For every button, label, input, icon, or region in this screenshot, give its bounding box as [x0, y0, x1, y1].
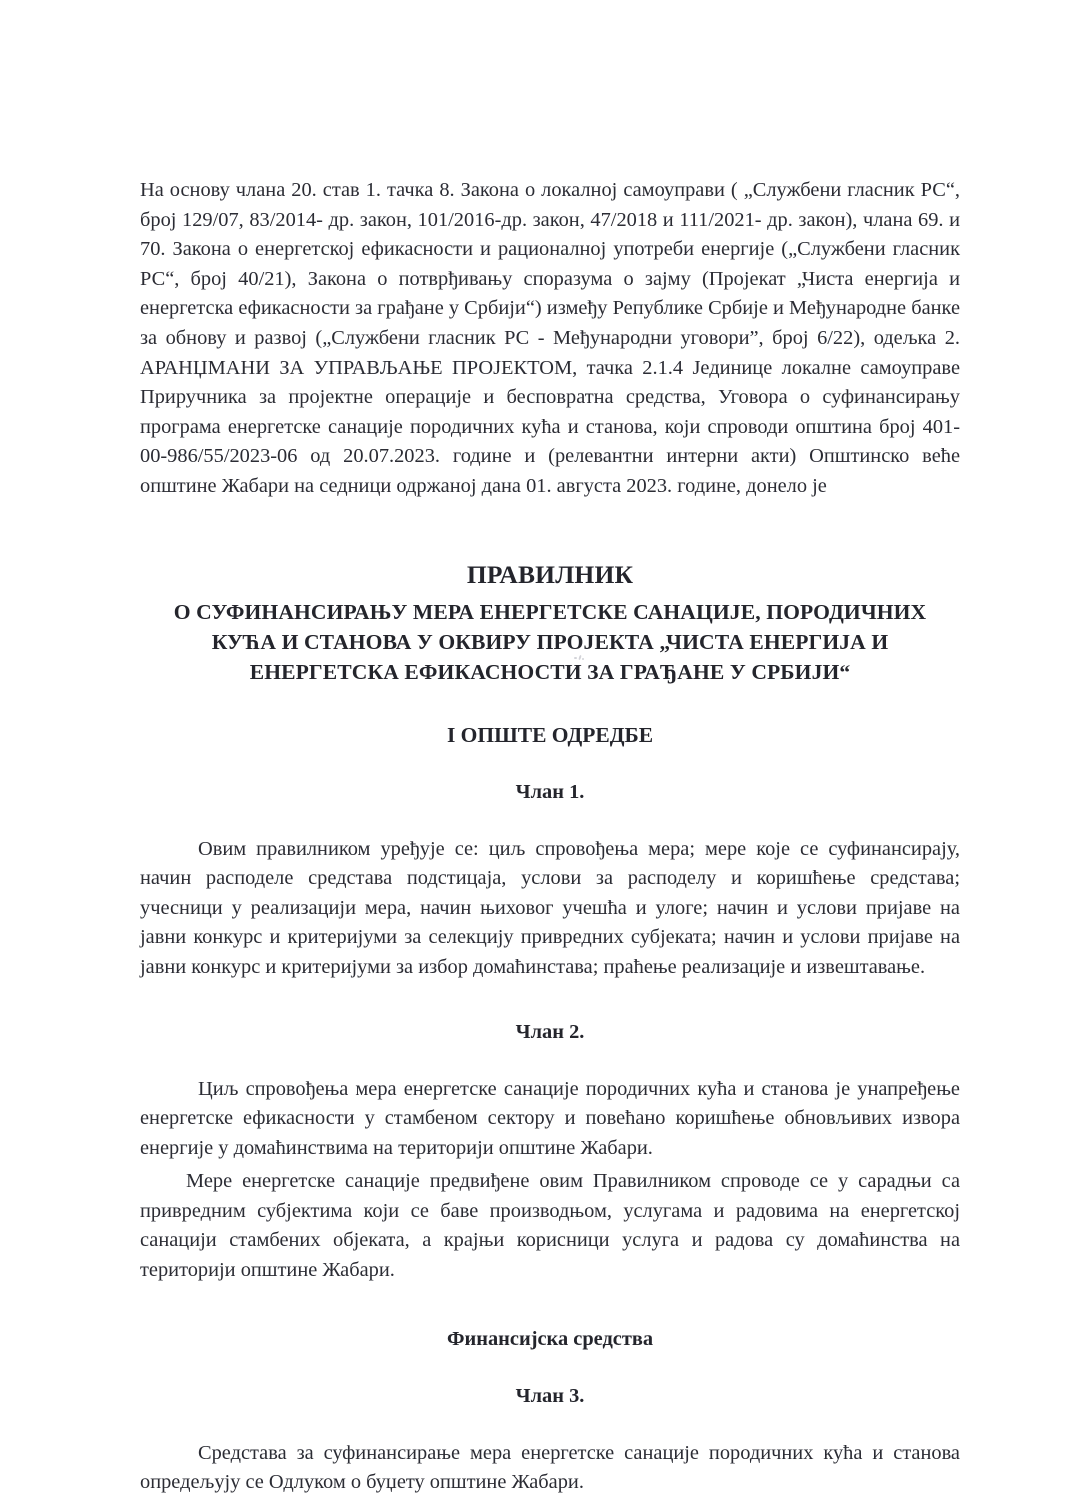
- preamble-paragraph: На основу члана 20. став 1. тачка 8. Закона о локалној самоуправи ( „Службени гласник РС“, број 129/07, 83/2014- др. закон, 101/2016-др. закон, 47/2018 и 111/2021- др. закон), члана 69. и 70. Закона о енергетској ефикасности и рационалној употреби енергије („Службени гласник РС“, број 40/21), Закона о потврђивању споразума о зајму (Пројекат „Чиста енергија и енергетска ефикасности за грађане у Србији“) између Републике Србије и Међународне банке за обнову и развој („Службени гласник РС - Међународни уговори”, број 6/22), одељка 2. АРАНЏМАНИ ЗА УПРАВЉАЊЕ ПРОЈЕКТОМ, тачка 2.1.4 Јединице локалне самоуправе Приручника за пројектне операције и бесповратна средства, Уговора о суфинансирању програма енергетске санације породичних кућа и станова, који спроводи општина број 401-00-986/55/2023-06 од 20.07.2023. године и (релевантни интерни акти) Општинско веће општине Жабари на седници одржаној дана 01. августа 2023. године, донело је: [140, 179, 960, 497]
- article-2-paragraph-1: Циљ спровођења мера енергетске санације породичних кућа и станова је унапређење енергетске ефикасности у стамбеном сектору и повећано коришћење обновљивих извора енергије у домаћинствима на територији општине Жабари.: [140, 1077, 960, 1159]
- section-heading-general-provisions: I ОПШТЕ ОДРЕДБЕ: [446, 722, 654, 747]
- article-heading-1: Члан 1.: [515, 780, 585, 803]
- article-heading-3: Члан 3.: [515, 1384, 585, 1407]
- subheading-financial-means: Финансијска средства: [446, 1327, 654, 1350]
- document-subtitle: О СУФИНАНСИРАЊУ МЕРА ЕНЕРГЕТСКЕ САНАЦИЈЕ, ПОРОДИЧНИХ КУЋА И СТАНОВА У ОКВИРУ ПРОЈЕКТА „ЧИСТА ЕНЕРГИЈА И ЕНЕРГЕТСКА ЕФИКАСНОСТИ ЗА ГРАЂАНЕ У СРБИЈИ“: [173, 599, 927, 684]
- article-1-paragraph-1: Овим правилником уређује се: циљ спровођења мера; мере које се суфинансирају, начин расподеле средстава подстицаја, услови за расподелу и коришћење средстава; учесници у реализацији мера, начин њиховог учешћа и улоге; начин и услови пријаве на јавни конкурс и критеријуми за селекцију привредних субјеката; начин и услови пријаве на јавни конкурс и критеријуми за избор домаћинстава; праћење реализације и извештавање.: [140, 837, 960, 978]
- article-3-paragraph-1: Средстава за суфинансирање мера енергетске санације породичних кућа и станова опредељују се Одлуком о буџету општине Жабари.: [140, 1441, 960, 1494]
- article-heading-2: Члан 2.: [515, 1020, 585, 1043]
- document-body: [140, 176, 960, 1498]
- article-2-paragraph-2: Мере енергетске санације предвиђене овим Правилником спроводе се у сарадњи са привредним субјектима који се баве производњом, услугама и радовима на енергетској санацији стамбених објеката, а крајњи корисници услуга и радова су домаћинства на територији општине Жабари.: [140, 1170, 960, 1282]
- document-title: ПРАВИЛНИК: [466, 559, 634, 589]
